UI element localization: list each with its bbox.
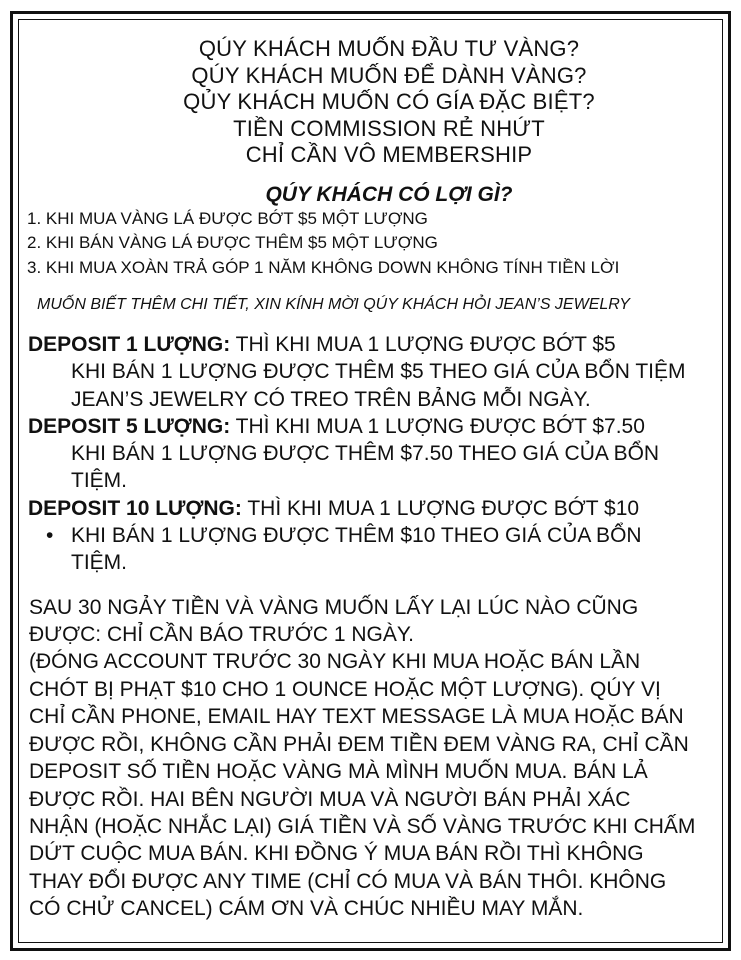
headline-line: CHỈ CẦN VÔ MEMBERSHIP — [245, 142, 533, 167]
headline-line: TIỀN COMMISSION RẺ NHỨT — [233, 115, 545, 141]
deposit-detail: KHI BÁN 1 LƯỢNG ĐƯỢC THÊM $5 THEO GIÁ CỦA BỔN TIỆM — [71, 360, 686, 384]
headline-line: QÚY KHÁCH MUỐN ĐẦU TƯ VÀNG? — [198, 36, 580, 61]
deposit-detail: KHI BÁN 1 LƯỢNG ĐƯỢC THÊM $10 THEO GIÁ CỦA BỔN — [71, 524, 642, 548]
benefit-title: QÚY KHÁCH CÓ LỢI GÌ? — [265, 182, 513, 206]
closing-line: CHỈ CẦN PHONE, EMAIL HAY TEXT MESSAGE LÀ MUA HOẶC BÁN — [29, 705, 684, 729]
deposit-label: DEPOSIT 10 LƯỢNG: — [28, 496, 242, 520]
deposit-detail: KHI BÁN 1 LƯỢNG ĐƯỢC THÊM $7.50 THEO GIÁ CỦA BỔN — [71, 442, 660, 466]
bullet-icon: • — [46, 524, 54, 548]
deposit-label: DEPOSIT 5 LƯỢNG: — [28, 414, 231, 438]
deposit-label: DEPOSIT 1 LƯỢNG: — [28, 333, 231, 356]
closing-line: NHẬN (HOẶC NHẮC LẠI) GIÁ TIỀN VÀ SỐ VÀNG TRƯỚC KHI CHẤM — [29, 814, 696, 838]
benefit-item: 3. KHI MUA XOÀN TRẢ GÓP 1 NĂM KHÔNG DOWN KHÔNG TÍNH TIỀN LỜI — [27, 257, 620, 277]
closing-line: THAY ĐỔI ĐƯỢC ANY TIME (CHỈ CÓ MUA VÀ BÁN THÔI. KHÔNG — [29, 869, 667, 893]
closing-line: ĐƯỢC RỒI. HAI BÊN NGƯỜI MUA VÀ NGƯỜI BÁN PHẢI XÁC — [29, 787, 631, 811]
closing-paragraph — [29, 594, 709, 923]
contact-note: MUỐN BIẾT THÊM CHI TIẾT, XIN KÍNH MỜI QÚY KHÁCH HỎI JEAN’S JEWELRY — [37, 296, 630, 313]
deposit-terms: THÌ KHI MUA 1 LƯỢNG ĐƯỢC BỚT $5 — [230, 333, 616, 356]
deposit-terms: THÌ KHI MUA 1 LƯỢNG ĐƯỢC BỚT $10 — [241, 496, 640, 520]
deposit-detail: TIỆM. — [71, 551, 127, 575]
headline-block — [29, 36, 709, 169]
deposit-detail: TIỆM. — [71, 469, 127, 493]
closing-line: ĐƯỢC: CHỈ CẦN BÁO TRƯỚC 1 NGÀY. — [29, 623, 415, 647]
deposit-detail: JEAN’S JEWELRY CÓ TREO TRÊN BẢNG MỖI NGÀY. — [71, 387, 591, 411]
closing-line: CHÓT BỊ PHẠT $10 CHO 1 OUNCE HOẶC MỘT LƯỢNG). QÚY VỊ — [29, 677, 661, 701]
closing-line: (ĐÓNG ACCOUNT TRƯỚC 30 NGÀY KHI MUA HOẶC BÁN LẦN — [29, 650, 641, 674]
benefit-item: 2. KHI BÁN VÀNG LÁ ĐƯỢC THÊM $5 MỘT LƯỢNG — [27, 233, 438, 252]
closing-line: CÓ CHỬ CANCEL) CÁM ƠN VÀ CHÚC NHIỀU MAY MẮN. — [29, 897, 584, 921]
deposit-section — [29, 331, 709, 577]
closing-line: DỨT CUỘC MUA BÁN. KHI ĐỒNG Ý MUA BÁN RỒI THÌ KHÔNG — [29, 842, 644, 866]
closing-line: ĐƯỢC RỒI, KHÔNG CẦN PHẢI ĐEM TIỀN ĐEM VÀNG RA, CHỈ CẦN — [29, 732, 689, 756]
closing-line: DEPOSIT SỐ TIỀN HOẶC VÀNG MÀ MÌNH MUỐN MUA. BÁN LẢ — [29, 760, 648, 784]
benefit-list — [27, 207, 709, 281]
benefit-item: 1. KHI MUA VÀNG LÁ ĐƯỢC BỚT $5 MỘT LƯỢNG — [27, 208, 428, 228]
closing-line: SAU 30 NGẢY TIỀN VÀ VÀNG MUỐN LẤY LẠI LÚC NÀO CŨNG — [29, 595, 639, 619]
deposit-terms: THÌ KHI MUA 1 LƯỢNG ĐƯỢC BỚT $7.50 — [230, 414, 645, 438]
deposit-tier-10 — [29, 495, 709, 577]
headline-line: QÚY KHÁCH MUỐN ĐỂ DÀNH VÀNG? — [191, 62, 587, 88]
deposit-tier-1 — [29, 331, 709, 413]
flyer-content — [29, 36, 709, 923]
deposit-tier-5 — [29, 413, 709, 495]
headline-line: QỦY KHÁCH MUỐN CÓ GÍA ĐẶC BIỆT? — [183, 89, 595, 114]
